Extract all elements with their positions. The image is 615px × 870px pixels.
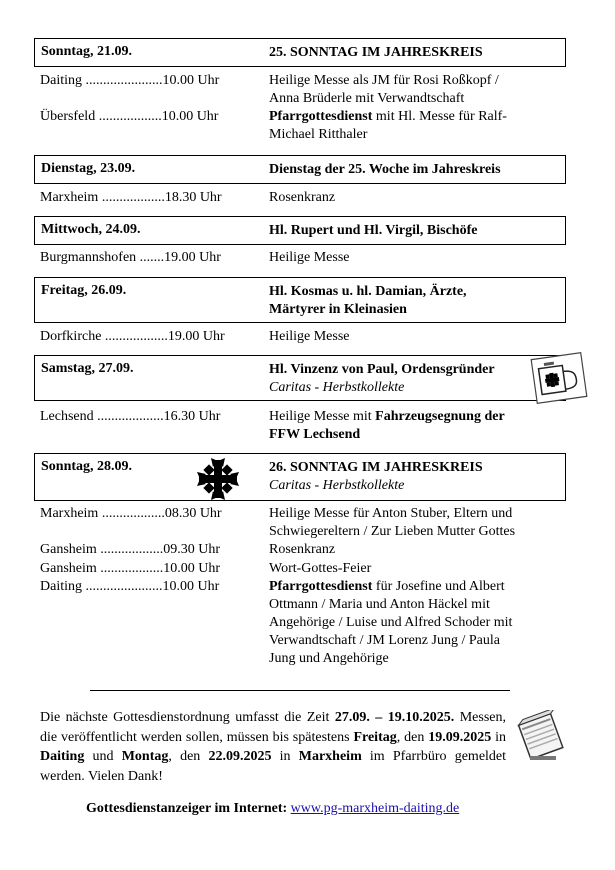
notice-text: in [271, 749, 299, 764]
entry-description [269, 505, 551, 541]
day-date: Samstag, 27.09. [41, 361, 134, 376]
day-header-freitag-2609 [34, 277, 566, 323]
day-title [269, 459, 483, 495]
day-header-samstag-2709 [34, 355, 566, 401]
entry-place-time: Daiting ......................10.00 Uhr [40, 579, 220, 594]
notice-day: Montag [121, 749, 169, 764]
notice-place: Marxheim [298, 749, 362, 764]
submission-notice [40, 708, 506, 786]
notice-range: 27.09. – 19.10.2025. [334, 710, 455, 725]
entry-place-time: Dorfkirche ..................19.00 Uhr [40, 329, 225, 344]
day-title [269, 283, 467, 319]
schedule-entry [40, 189, 570, 207]
day-header-sonntag-2109 [34, 38, 566, 67]
schedule-entry [40, 505, 570, 541]
notice-place: Daiting [40, 749, 85, 764]
desc-line: Angehörige / Luise und Alfred Schoder mit [269, 615, 513, 630]
schedule-entry [40, 328, 570, 346]
day-date: Sonntag, 21.09. [41, 44, 133, 59]
desc-bold: Pfarrgottesdienst [269, 579, 373, 594]
day-header-mittwoch-2409 [34, 216, 566, 245]
entry-description [269, 408, 551, 444]
notice-text: Die nächste Gottesdienstordnung umfasst die Zeit [40, 710, 335, 725]
title-line: Märtyrer in Kleinasien [269, 302, 407, 317]
desc-bold: Fahrzeugsegnung der [375, 409, 505, 424]
desc-line: Heilige Messe für Anton Stuber, Eltern und [269, 506, 513, 521]
entry-place-time: Gansheim ..................09.30 Uhr [40, 542, 221, 557]
desc-bold: FFW Lechsend [269, 427, 361, 442]
entry-description: Rosenkranz [269, 190, 336, 205]
desc-line: Ottmann / Maria und Anton Häckel mit [269, 597, 490, 612]
entry-place-time: Marxheim ..................08.30 Uhr [40, 506, 222, 521]
day-title [269, 361, 495, 397]
schedule-entry [40, 249, 570, 267]
divider [90, 690, 510, 691]
day-date: Freitag, 26.09. [41, 283, 127, 298]
notice-date: 22.09.2025 [208, 749, 272, 764]
schedule-entry [40, 72, 570, 108]
schedule-entry [40, 560, 570, 578]
collection-box-icon [528, 350, 590, 406]
notice-text: Messen, die veröffentlicht werden sollen, müssen bis spätestens [40, 710, 506, 745]
entry-description: Heilige Messe [269, 329, 350, 344]
day-header-dienstag-2309 [34, 155, 566, 184]
entry-place-time: Marxheim ..................18.30 Uhr [40, 190, 222, 205]
title-line: Hl. Kosmas u. hl. Damian, Ärzte, [269, 284, 467, 299]
caritas-cross-icon [196, 457, 240, 501]
desc-bold: Pfarrgottesdienst [269, 109, 373, 124]
desc-text: Heilige Messe mit [269, 409, 376, 424]
schedule-entry [40, 408, 570, 444]
entry-place-time: Burgmannshofen .......19.00 Uhr [40, 250, 221, 265]
notice-text: , den [168, 749, 209, 764]
entry-place-time: Lechsend ...................16.30 Uhr [40, 409, 221, 424]
desc-line: Jung und Angehörige [269, 651, 389, 666]
entry-description [269, 108, 551, 144]
notice-text: und [84, 749, 122, 764]
notice-text: , den [396, 729, 429, 745]
desc-line: Heilige Messe als JM für Rosi Roßkopf / [269, 73, 499, 88]
day-subtitle: Caritas - Herbstkollekte [269, 478, 405, 493]
entry-place-time: Gansheim ..................10.00 Uhr [40, 561, 221, 576]
desc-line: Anna Brüderle mit Verwandtschaft [269, 91, 465, 106]
entry-description: Heilige Messe [269, 250, 350, 265]
day-title: 25. SONNTAG IM JAHRESKREIS [269, 45, 483, 60]
desc-text: für Josefine und Albert [372, 579, 505, 594]
notice-text: im Pfarrbüro gemeldet werden. Vielen Dank! [40, 749, 507, 784]
entry-description: Wort-Gottes-Feier [269, 561, 372, 576]
day-date: Sonntag, 28.09. [41, 459, 133, 474]
notice-date: 19.09.2025 [428, 729, 492, 745]
day-date: Mittwoch, 24.09. [41, 222, 141, 237]
entry-place-time: Daiting ......................10.00 Uhr [40, 73, 220, 88]
schedule-entry [40, 541, 570, 559]
entry-description [269, 72, 551, 108]
notepad-icon [516, 710, 568, 764]
schedule-entry [40, 108, 570, 144]
desc-line: Verwandtschaft / JM Lorenz Jung / Paula [269, 633, 500, 648]
day-title: Hl. Rupert und Hl. Virgil, Bischöfe [269, 223, 478, 238]
entry-description [269, 578, 551, 668]
day-title: Dienstag der 25. Woche im Jahreskreis [269, 162, 501, 177]
day-header-sonntag-2809 [34, 453, 566, 501]
title-line: 26. SONNTAG IM JAHRESKREIS [269, 460, 483, 475]
website-link[interactable]: www.pg-marxheim-daiting.de [290, 801, 460, 816]
schedule-entry [40, 578, 570, 670]
notice-day: Freitag [353, 729, 397, 745]
footer [86, 801, 459, 817]
day-date: Dienstag, 23.09. [41, 161, 136, 176]
footer-label: Gottesdienstanzeiger im Internet: [86, 801, 288, 816]
entry-description: Rosenkranz [269, 542, 336, 557]
entry-place-time: Übersfeld ..................10.00 Uhr [40, 109, 219, 124]
desc-line: Michael Ritthaler [269, 127, 368, 142]
day-subtitle: Caritas - Herbstkollekte [269, 380, 405, 395]
desc-line: Schwiegereltern / Zur Lieben Mutter Gottes [269, 524, 516, 539]
desc-text: mit Hl. Messe für Ralf- [372, 109, 507, 124]
title-line: Hl. Vinzenz von Paul, Ordensgründer [269, 362, 495, 377]
notice-text: in [491, 729, 506, 745]
